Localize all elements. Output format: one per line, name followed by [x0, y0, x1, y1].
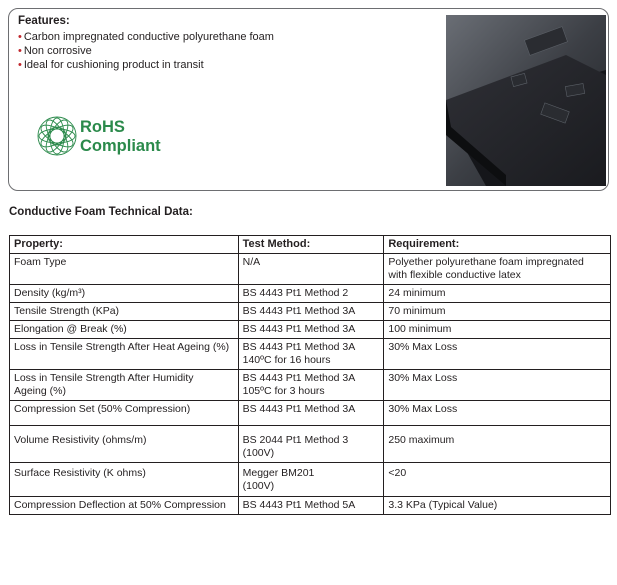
table-row — [10, 303, 611, 321]
cell-property: Foam Type — [10, 254, 239, 285]
cell-property: Density (kg/m³) — [10, 285, 239, 303]
cell-requirement: <20 — [384, 463, 611, 497]
features-title: Features: — [18, 15, 70, 27]
cell-requirement: 250 maximum — [384, 426, 611, 463]
technical-data-table — [9, 235, 611, 515]
cell-property: Loss in Tensile Strength After Humidity Ageing (%) — [10, 370, 239, 401]
conductive-foam-photo — [446, 15, 606, 186]
cell-requirement: 30% Max Loss — [384, 370, 611, 401]
feature-item: • Non corrosive — [18, 45, 92, 57]
table-row — [10, 370, 611, 401]
cell-requirement: 70 minimum — [384, 303, 611, 321]
table-row — [10, 285, 611, 303]
section-title: Conductive Foam Technical Data: — [9, 206, 193, 218]
table-row — [10, 426, 611, 463]
features-panel — [8, 8, 609, 191]
cell-test-method: BS 2044 Pt1 Method 3 (100V) — [238, 426, 384, 463]
feature-item: • Ideal for cushioning product in transit — [18, 59, 204, 71]
table-row — [10, 321, 611, 339]
cell-property: Surface Resistivity (K ohms) — [10, 463, 239, 497]
table-row — [10, 254, 611, 285]
cell-requirement: 24 minimum — [384, 285, 611, 303]
table-row — [10, 401, 611, 426]
cell-test-method: BS 4443 Pt1 Method 3A — [238, 303, 384, 321]
table-header-row — [10, 236, 611, 254]
header-requirement: Requirement: — [384, 236, 611, 254]
cell-requirement: 100 minimum — [384, 321, 611, 339]
cell-test-method: BS 4443 Pt1 Method 2 — [238, 285, 384, 303]
rohs-logo-icon — [36, 115, 78, 157]
cell-test-method: BS 4443 Pt1 Method 3A — [238, 321, 384, 339]
header-property: Property: — [10, 236, 239, 254]
cell-test-method: BS 4443 Pt1 Method 3A 105ºC for 3 hours — [238, 370, 384, 401]
table-row — [10, 463, 611, 497]
cell-test-method: Megger BM201 (100V) — [238, 463, 384, 497]
rohs-badge — [36, 115, 186, 163]
cell-requirement: Polyether polyurethane foam impregnated with flexible conductive latex — [384, 254, 611, 285]
rohs-label: RoHS Compliant — [80, 118, 161, 155]
table-row — [10, 339, 611, 370]
header-test-method: Test Method: — [238, 236, 384, 254]
cell-test-method: BS 4443 Pt1 Method 3A — [238, 401, 384, 426]
feature-item: • Carbon impregnated conductive polyurethane foam — [18, 31, 274, 43]
cell-test-method: BS 4443 Pt1 Method 5A — [238, 497, 384, 515]
cell-requirement: 3.3 KPa (Typical Value) — [384, 497, 611, 515]
cell-property: Volume Resistivity (ohms/m) — [10, 426, 239, 463]
features-list — [18, 30, 274, 72]
cell-property: Compression Deflection at 50% Compression — [10, 497, 239, 515]
cell-test-method: BS 4443 Pt1 Method 3A 140ºC for 16 hours — [238, 339, 384, 370]
cell-property: Loss in Tensile Strength After Heat Ageing (%) — [10, 339, 239, 370]
cell-requirement: 30% Max Loss — [384, 401, 611, 426]
cell-property: Elongation @ Break (%) — [10, 321, 239, 339]
cell-requirement: 30% Max Loss — [384, 339, 611, 370]
table-row — [10, 497, 611, 515]
cell-property: Tensile Strength (KPa) — [10, 303, 239, 321]
cell-property: Compression Set (50% Compression) — [10, 401, 239, 426]
cell-test-method: N/A — [238, 254, 384, 285]
